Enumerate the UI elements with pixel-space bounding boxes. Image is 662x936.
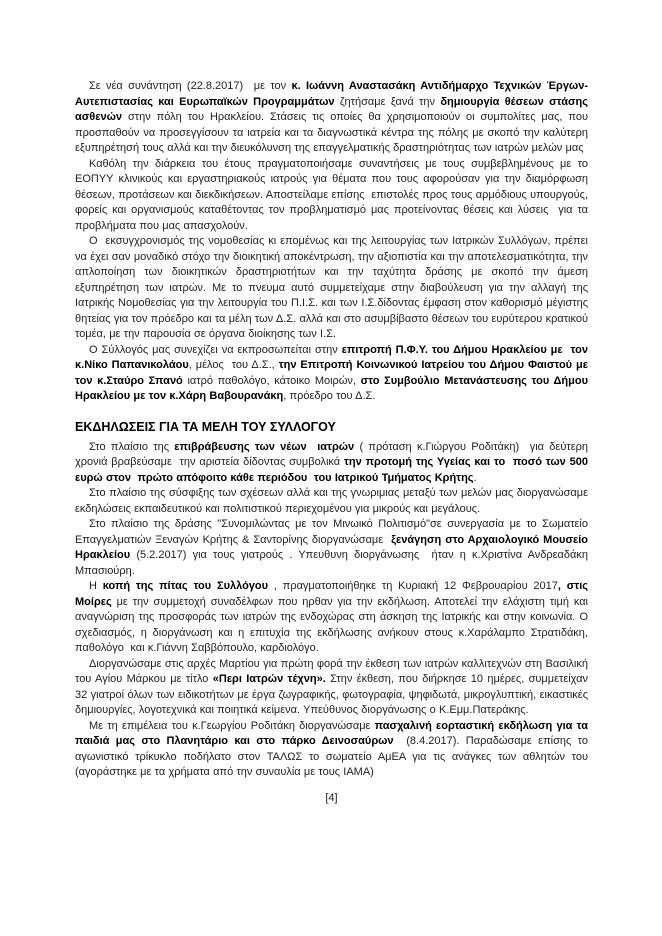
text-run: , πρόεδρο του Δ.Σ.	[283, 390, 376, 402]
paragraph	[75, 79, 592, 157]
paragraph	[75, 657, 592, 719]
paragraph	[75, 486, 592, 517]
bold-text-run: επιτροπή Π.Φ.Υ. του Δήμου Ηρακλείου με τον κ.Νίκο Παπανικολάου	[75, 343, 592, 371]
paragraph	[75, 234, 592, 343]
bold-text-run: την προτομή της Υγείας και το ποσό των 500 ευρώ στον πρώτο απόφοιτο κάθε περιόδου του Ιατρικού Τμήματος Κρήτης	[75, 456, 592, 484]
page-number: [4]	[325, 791, 338, 804]
text-run: Σε νέα συνάντηση (22.8.2017) με τον	[89, 80, 292, 92]
section-heading	[75, 419, 588, 435]
text-run: (5.2.2017) για τους γιατρούς . Υπευθυνη διοργάνωσης ήταν η κ.Χριστίνα Ανδρεαδάκη Μπασιούρη.	[75, 549, 592, 577]
text-run: ιατρό παθολόγο, κάτοικο Μοιρών,	[187, 374, 361, 387]
text-run: (8.4.2017). Παραδώσαμε επίσης το αγωνιστικό τρίκυκλο ποδήλατο στον ΤΑΛΩΣ το σωματείο ΑμΕΑ για τις ανάγκες των αθλητών του (αγοράστηκε με τα χρήματα από την συναυλία με τους ΙΑΜΑ)	[75, 735, 592, 778]
bold-text-run: δημιουργία θέσεων στάσης ασθενών	[75, 95, 592, 123]
text-run: Η	[89, 580, 103, 592]
text-run: Στο πλαίσιο της	[89, 440, 175, 453]
text-run: Καθόλη την διάρκεια του έτους πραγματοποιήσαμε συναντήσεις με τους συμβεβλημένους με το ΕΟΠΥΥ κλινικούς και εργαστηριακούς ιατρούς για θέματα που τους αφορούσαν για την διαμόρφωση θέσεων, προτάσεων και διεκδικήσεων. Αποστείλαμε επίσης επιστολές προς τους αρμόδιους υπουργούς, φορείς και οργανισμούς καταθέτοντας τον προβληματισμό μας προτείνοντας θέσεις και λύσεις για τα προβλήματα που μας απασχολούν.	[75, 157, 592, 232]
paragraph	[75, 719, 592, 781]
paragraph	[75, 157, 592, 235]
text-run: με την συμμετοχή συναδέλφων που ηρθαν για την εκδήλωση. Αποτελεί την ελάχιστη τιμή και αναγνώριση της προσφοράς των ιατρών της ενδοχώρας στη άσκηση της Ιατρικής και στην κοινωνία. Ο σχεδιασμός, η διοργάνωση και η επιτυχία της εκδήλωσης ανήκουν στους κ.Χαράλαμπο Στρατιδάκη, παθολόγο και κ.Γιάννη Σαββόπουλο, καρδιολόγο.	[75, 595, 592, 654]
paragraph	[75, 440, 592, 487]
text-run: Ο εκσυγχρονισμός της νομοθεσίας κι επομένως και της λειτουργίας των Ιατρικών Συλλόγων, πρέπει να έχει σαν μοναδικό στόχο την διοικητική αποκέντρωση, την αξιοπιστία και την αποτελεσματικότητα, την απλοποίηση των διοικητικών δραστηριοτήτων και την ταχύτητα δράσης με σκοπό την άμεση εξυπηρέτηση των ιατρών. Με το πνευμα αυτό συμμετείχαμε στην διαβούλευση για την αλλαγή της Ιατρικής Νομοθεσίας για την λειτουργία του Π.Ι.Σ. και των Ι.Σ.δίδοντας έμφαση στον καθορισμό μέγιστης θητείας για τον πρόεδρο και τα μέλη των Δ.Σ. αλλά και στο ασυμβίβαστο θέσεων του ευρύτερου κρατικού τομέα, με την παρουσία σε όργανα διοίκησης των Ι.Σ.	[75, 235, 592, 340]
document-body	[75, 79, 592, 781]
text-run: στην πόλη του Ηρακλείου. Στάσεις τις οποίες θα χρησιμοποιούν οι συμπολίτες μας, που προσπαθούν να προσεγγίσουν τα ιατρεία και τα διαγνωστικά κέντρα της πόλης με σκοπό την καλύτερη εξυπηρέτησή τους αλλά και την διευκόλυνση της επαγγελματικής δραστηριότητας των ιατρών μελών μας	[75, 111, 592, 154]
bold-text-run: «Περι Ιατρών τέχνη».	[212, 673, 331, 685]
text-run: Στο πλαίσιο της δράσης "Συνομιλώντας με τον Μινωικό Πολιτισμό"σε συνεργασία με το Σωματείο Επαγγελματιών Ξεναγών Κρήτης & Σαντορίνης διοργανώσαμε	[75, 518, 592, 546]
text-run: , μέλος του Δ.Σ.,	[188, 359, 279, 371]
text-run: Διοργανώσαμε στις αρχές Μαρτίου για πρώτη φορά την έκθεση των ιατρών καλλιτεχνών στη Βασιλική του Αγίου Μάρκου με τίτλο	[75, 657, 592, 685]
bold-text-run: την Επιτροπή Κοινωνικού Ιατρείου του Δήμου Φαιστού με τον κ.Σταύρο Σπανό	[75, 359, 592, 387]
bold-text-run: κ. Ιωάννη Αναστασάκη Αντιδήμαρχο Τεχνικών Έργων-Αυτεπιστασίας και Ευρωπαϊκών Προγραμμάτων	[75, 80, 589, 108]
text-run: Στο πλαίσιο της σύσφιξης των σχέσεων αλλά και της γνωριμιας μεταξύ των μελών μας διοργανώσαμε εκδηλώσεις εκπαιδευτικού και πολιτιστικού περιεχομένου για μικρούς και μεγάλους.	[75, 487, 592, 515]
bold-text-run: ΕΚΔΗΛΩΣΕΙΣ ΓΙΑ ΤΑ ΜΕΛΗ ΤΟΥ ΣΥΛΛΟΓΟΥ	[75, 419, 336, 434]
bold-text-run: , στις Μοίρες	[75, 580, 592, 608]
bold-text-run: επιβράβευσης των νέων ιατρών	[174, 440, 355, 453]
text-run: , πραγματοποιήθηκε τη Κυριακή 12 Φεβρουαρίου 2017	[273, 580, 558, 592]
text-run: ( πρόταση κ.Γιώργου Ροδιτάκη) για δεύτερη χρονιά βραβεύσαμε την αριστεία δίδοντας συμβολικά	[75, 440, 592, 468]
text-run: Ο Σύλλογός μας συνεχίζει να εκπροσωπείται στην	[89, 343, 342, 356]
text-run: .	[473, 471, 477, 484]
bold-text-run: στο Συμβούλιο Μετανάστευσης του Δήμου Ηρακλείου με τον κ.Χάρη Βαβουρανάκη	[75, 374, 592, 402]
bold-text-run: ξενάγηση στο Αρχαιολογικό Μουσείο Ηρακλείου	[75, 533, 592, 561]
bold-text-run: κοπή της πίτας του Συλλόγου	[102, 580, 274, 592]
paragraph	[75, 343, 592, 405]
paragraph	[75, 517, 592, 579]
text-run: Στην έκθεση, που διήρκησε 10 ημέρες, συμμετείχαν 32 γιατροί όλων των ειδικοτήτων με έργα ζωγραφικής, φωτογραφία, ψηφιδωτά, μικρογλυπτική, εικαστικές δημιουργίες, λογοτεχνικά και ποιητικά κείμενα. Υπεύθυνος διοργάνωσης ο Κ.Εμμ.Πατεράκης.	[75, 673, 592, 716]
bold-text-run: πασχαλινή εορταστική εκδήλωση για τα παιδιά μας στο Πλανητάριο και στο πάρκο Δεινοσαύρων	[75, 719, 592, 747]
text-run: Με τη επιμέλεια του κ.Γεωργίου Ροδιτάκη διοργανώσαμε	[89, 719, 375, 732]
text-run: ζητήσαμε ξανά την	[339, 95, 441, 108]
paragraph	[75, 579, 592, 657]
